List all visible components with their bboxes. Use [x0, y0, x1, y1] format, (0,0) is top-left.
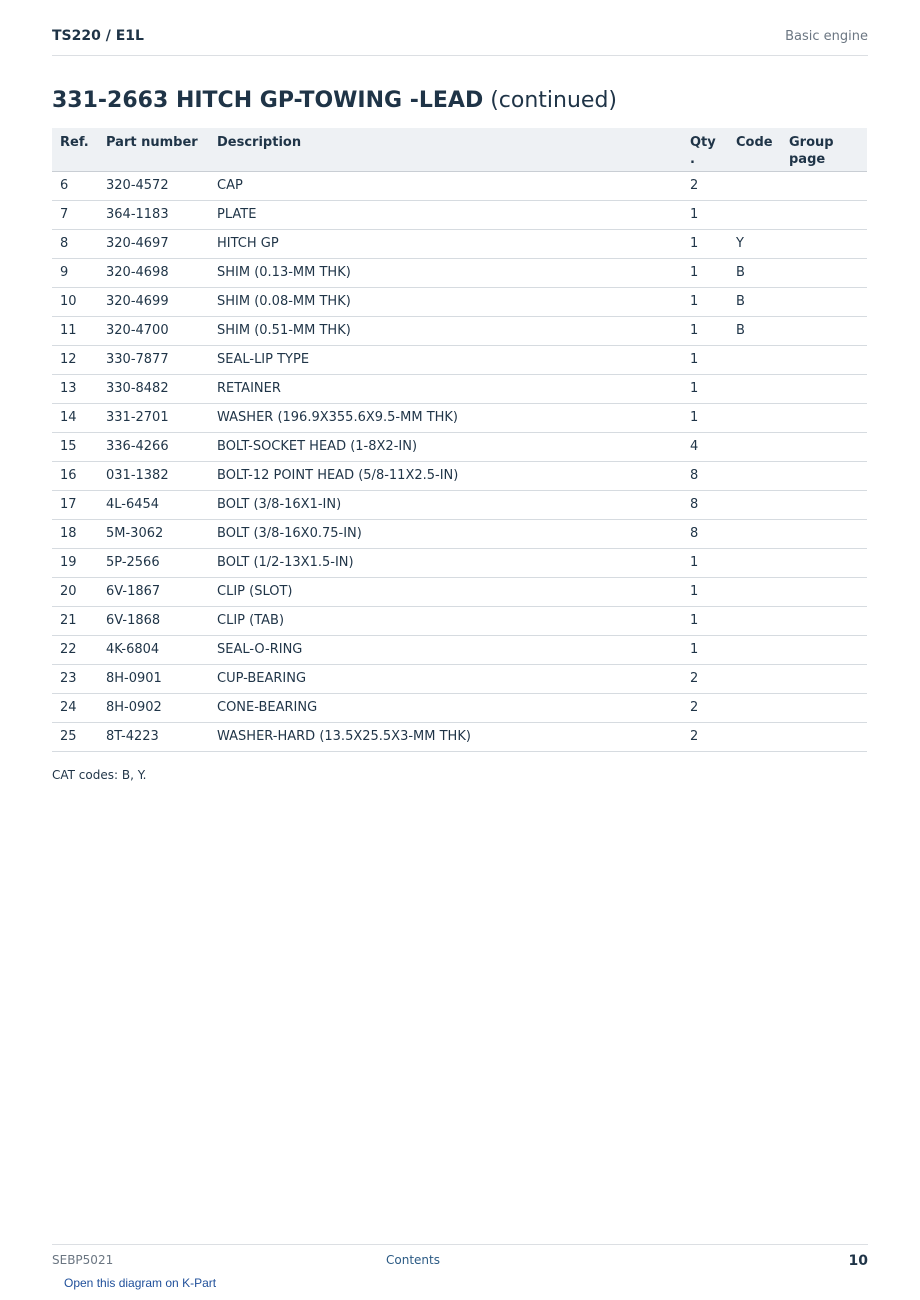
row-group-page — [781, 519, 867, 548]
row-qty: 1 — [682, 606, 728, 635]
row-description: PLATE — [209, 200, 682, 229]
row-description: HITCH GP — [209, 229, 682, 258]
row-group-page — [781, 200, 867, 229]
table-row — [52, 693, 867, 722]
row-ref: 10 — [52, 287, 98, 316]
row-qty: 1 — [682, 374, 728, 403]
row-qty: 8 — [682, 461, 728, 490]
table-row — [52, 722, 867, 751]
row-group-page — [781, 490, 867, 519]
row-code — [728, 200, 781, 229]
table-row — [52, 258, 867, 287]
document-id: SEBP5021 — [52, 1253, 114, 1267]
row-description: BOLT-12 POINT HEAD (5/8-11X2.5-IN) — [209, 461, 682, 490]
row-ref: 17 — [52, 490, 98, 519]
row-qty: 1 — [682, 403, 728, 432]
row-ref: 15 — [52, 432, 98, 461]
page-title — [52, 88, 617, 113]
table-row — [52, 519, 867, 548]
row-part-number: 4K-6804 — [98, 635, 209, 664]
row-part-number: 5M-3062 — [98, 519, 209, 548]
row-code — [728, 722, 781, 751]
row-ref: 11 — [52, 316, 98, 345]
page-number: 10 — [848, 1253, 868, 1269]
table-row — [52, 287, 867, 316]
row-group-page — [781, 229, 867, 258]
row-qty: 2 — [682, 171, 728, 200]
row-description: SHIM (0.51-MM THK) — [209, 316, 682, 345]
row-description: RETAINER — [209, 374, 682, 403]
table-row — [52, 548, 867, 577]
row-part-number: 331-2701 — [98, 403, 209, 432]
row-part-number: 6V-1867 — [98, 577, 209, 606]
row-qty: 2 — [682, 664, 728, 693]
page-header — [52, 28, 868, 56]
row-code — [728, 461, 781, 490]
row-part-number: 336-4266 — [98, 432, 209, 461]
row-description: CLIP (SLOT) — [209, 577, 682, 606]
row-group-page — [781, 432, 867, 461]
row-part-number: 320-4697 — [98, 229, 209, 258]
row-code — [728, 403, 781, 432]
row-ref: 21 — [52, 606, 98, 635]
row-code — [728, 519, 781, 548]
row-part-number: 364-1183 — [98, 200, 209, 229]
table-row — [52, 606, 867, 635]
row-part-number: 8H-0901 — [98, 664, 209, 693]
row-group-page — [781, 693, 867, 722]
row-qty: 1 — [682, 577, 728, 606]
parts-table-body — [52, 171, 867, 751]
row-ref: 22 — [52, 635, 98, 664]
row-code — [728, 432, 781, 461]
row-description: CONE-BEARING — [209, 693, 682, 722]
row-group-page — [781, 606, 867, 635]
table-row — [52, 461, 867, 490]
row-part-number: 8H-0902 — [98, 693, 209, 722]
open-in-kpart-link[interactable]: Open this diagram on K-Part — [64, 1276, 217, 1290]
row-ref: 7 — [52, 200, 98, 229]
row-description: CLIP (TAB) — [209, 606, 682, 635]
row-code: B — [728, 287, 781, 316]
row-code — [728, 635, 781, 664]
row-description: BOLT-SOCKET HEAD (1-8X2-IN) — [209, 432, 682, 461]
table-row — [52, 403, 867, 432]
row-group-page — [781, 548, 867, 577]
row-ref: 8 — [52, 229, 98, 258]
row-group-page — [781, 316, 867, 345]
page-title-main: 331-2663 HITCH GP-TOWING -LEAD — [52, 88, 484, 113]
row-ref: 13 — [52, 374, 98, 403]
row-qty: 1 — [682, 200, 728, 229]
table-row — [52, 432, 867, 461]
row-part-number: 5P-2566 — [98, 548, 209, 577]
column-header-description: Description — [209, 128, 682, 171]
row-code — [728, 374, 781, 403]
column-header-qty: Qty . — [682, 128, 728, 171]
row-part-number: 4L-6454 — [98, 490, 209, 519]
row-ref: 6 — [52, 171, 98, 200]
table-row — [52, 664, 867, 693]
table-row — [52, 316, 867, 345]
table-row — [52, 345, 867, 374]
row-group-page — [781, 577, 867, 606]
row-code — [728, 606, 781, 635]
row-qty: 8 — [682, 490, 728, 519]
row-part-number: 8T-4223 — [98, 722, 209, 751]
table-row — [52, 229, 867, 258]
section-label: Basic engine — [785, 29, 868, 44]
row-description: SEAL-LIP TYPE — [209, 345, 682, 374]
row-group-page — [781, 345, 867, 374]
row-group-page — [781, 403, 867, 432]
row-code — [728, 548, 781, 577]
table-row — [52, 635, 867, 664]
model-label: TS220 / E1L — [52, 28, 144, 44]
row-description: BOLT (1/2-13X1.5-IN) — [209, 548, 682, 577]
row-ref: 23 — [52, 664, 98, 693]
table-header-row — [52, 128, 867, 171]
row-part-number: 320-4700 — [98, 316, 209, 345]
cat-codes-note: CAT codes: B, Y. — [52, 768, 147, 782]
table-row — [52, 374, 867, 403]
row-ref: 19 — [52, 548, 98, 577]
row-group-page — [781, 287, 867, 316]
row-description: SHIM (0.13-MM THK) — [209, 258, 682, 287]
row-qty: 1 — [682, 635, 728, 664]
row-ref: 20 — [52, 577, 98, 606]
row-qty: 1 — [682, 229, 728, 258]
row-description: BOLT (3/8-16X0.75-IN) — [209, 519, 682, 548]
row-part-number: 320-4572 — [98, 171, 209, 200]
row-ref: 12 — [52, 345, 98, 374]
row-group-page — [781, 171, 867, 200]
row-ref: 9 — [52, 258, 98, 287]
row-qty: 2 — [682, 693, 728, 722]
row-qty: 2 — [682, 722, 728, 751]
row-description: WASHER (196.9X355.6X9.5-MM THK) — [209, 403, 682, 432]
row-part-number: 330-7877 — [98, 345, 209, 374]
row-group-page — [781, 461, 867, 490]
row-description: WASHER-HARD (13.5X25.5X3-MM THK) — [209, 722, 682, 751]
row-description: SEAL-O-RING — [209, 635, 682, 664]
column-header-part-number: Part number — [98, 128, 209, 171]
row-part-number: 320-4698 — [98, 258, 209, 287]
row-ref: 14 — [52, 403, 98, 432]
row-code — [728, 345, 781, 374]
row-description: CUP-BEARING — [209, 664, 682, 693]
row-code — [728, 693, 781, 722]
row-qty: 1 — [682, 548, 728, 577]
row-code: Y — [728, 229, 781, 258]
row-qty: 4 — [682, 432, 728, 461]
row-part-number: 031-1382 — [98, 461, 209, 490]
row-qty: 1 — [682, 345, 728, 374]
row-ref: 25 — [52, 722, 98, 751]
row-ref: 24 — [52, 693, 98, 722]
row-qty: 1 — [682, 316, 728, 345]
table-row — [52, 577, 867, 606]
row-description: SHIM (0.08-MM THK) — [209, 287, 682, 316]
table-row — [52, 490, 867, 519]
row-part-number: 320-4699 — [98, 287, 209, 316]
column-header-code: Code — [728, 128, 781, 171]
row-qty: 1 — [682, 287, 728, 316]
row-group-page — [781, 664, 867, 693]
page-title-suffix: (continued) — [483, 88, 618, 113]
row-code — [728, 577, 781, 606]
row-description: CAP — [209, 171, 682, 200]
parts-table — [52, 128, 867, 752]
column-header-ref: Ref. — [52, 128, 98, 171]
row-code — [728, 664, 781, 693]
row-group-page — [781, 258, 867, 287]
row-part-number: 6V-1868 — [98, 606, 209, 635]
column-header-group-page: Group page — [781, 128, 867, 171]
page-footer — [52, 1244, 868, 1275]
row-qty: 8 — [682, 519, 728, 548]
row-group-page — [781, 635, 867, 664]
contents-link[interactable]: Contents — [386, 1253, 440, 1267]
row-group-page — [781, 722, 867, 751]
row-code: B — [728, 316, 781, 345]
row-code: B — [728, 258, 781, 287]
row-group-page — [781, 374, 867, 403]
row-part-number: 330-8482 — [98, 374, 209, 403]
row-ref: 18 — [52, 519, 98, 548]
table-row — [52, 200, 867, 229]
row-code — [728, 490, 781, 519]
row-qty: 1 — [682, 258, 728, 287]
row-code — [728, 171, 781, 200]
row-description: BOLT (3/8-16X1-IN) — [209, 490, 682, 519]
row-ref: 16 — [52, 461, 98, 490]
table-row — [52, 171, 867, 200]
